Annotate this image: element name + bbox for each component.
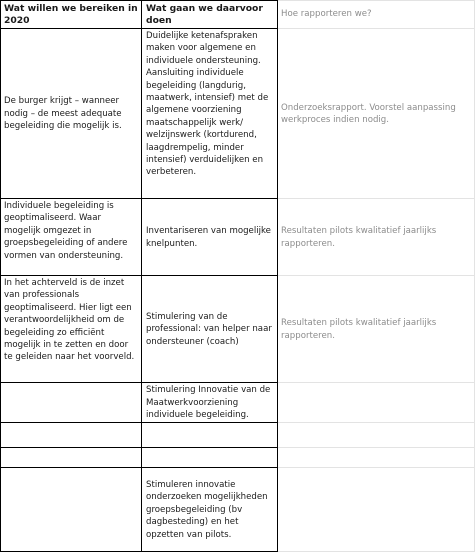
row4-goal	[0, 383, 142, 423]
row2-goal-text: Individuele begeleiding is geoptimaliseerd. Waar mogelijk omgezet in groepsbegeleiding of andere vormen van ondersteuning.	[4, 201, 128, 261]
row5-goal	[0, 423, 142, 448]
row2-goal	[0, 199, 142, 276]
row2-report-text: Resultaten pilots kwalitatief jaarlijks rapporteren.	[281, 226, 437, 249]
row1-action	[142, 29, 278, 199]
row3-goal-text: In het achterveld is de inzet van professionals geoptimaliseerd. Hier ligt een verantwoordelijkheid om de begeleiding zo efficiënt mogelijk in te zetten en door te geleiden naar het voorveld.	[4, 278, 135, 363]
row7-report	[278, 468, 475, 552]
row5-action	[142, 423, 278, 448]
row1-goal	[0, 29, 142, 199]
row7-goal	[0, 468, 142, 552]
row2-report	[278, 199, 475, 276]
header-report-text: Hoe rapporteren we?	[281, 8, 372, 19]
row3-goal	[0, 276, 142, 383]
row1-report	[278, 29, 475, 199]
row1-action-text: Duidelijke ketenafspraken maken voor algemene en individuele ondersteuning. Aansluiting individuele begeleiding (langdurig, maatwerk, intensief) met de algemene voorziening maatschappelijk werk/ welzijnswerk (kortdurend, laagdrempelig, minder intensief) verduidelijken en verbeteren.	[146, 31, 269, 178]
header-report	[278, 0, 475, 29]
header-action	[142, 0, 278, 29]
row1-goal-text: De burger krijgt – wanneer nodig – de meest adequate begeleiding die mogelijk is.	[4, 96, 122, 132]
row1-report-text: Onderzoeksrapport. Voorstel aanpassing werkproces indien nodig.	[281, 102, 456, 125]
row4-report	[278, 383, 475, 423]
row3-action	[142, 276, 278, 383]
row5-report	[278, 423, 475, 448]
row4-action-text: Stimulering Innovatie van de Maatwerkvoorziening individuele begeleiding.	[146, 385, 271, 421]
header-action-text: Wat gaan we daarvoor doen	[146, 3, 263, 26]
row6-action	[142, 448, 278, 468]
row7-action-text: Stimuleren innovatie onderzoeken mogelijkheden groepsbegeleiding (bv dagbesteding) en het opzetten van pilots.	[146, 479, 268, 540]
row6-report	[278, 448, 475, 468]
header-goal	[0, 0, 142, 29]
row4-action	[142, 383, 278, 423]
row2-action	[142, 199, 278, 276]
row3-action-text: Stimulering van de professional: van helper naar ondersteuner (coach)	[146, 311, 272, 347]
row2-action-text: Inventariseren van mogelijke knelpunten.	[146, 226, 271, 249]
row3-report-text: Resultaten pilots kwalitatief jaarlijks rapporteren.	[281, 318, 437, 341]
row3-report	[278, 276, 475, 383]
row6-goal	[0, 448, 142, 468]
row7-action	[142, 468, 278, 552]
header-goal-text: Wat willen we bereiken in 2020	[4, 3, 138, 26]
